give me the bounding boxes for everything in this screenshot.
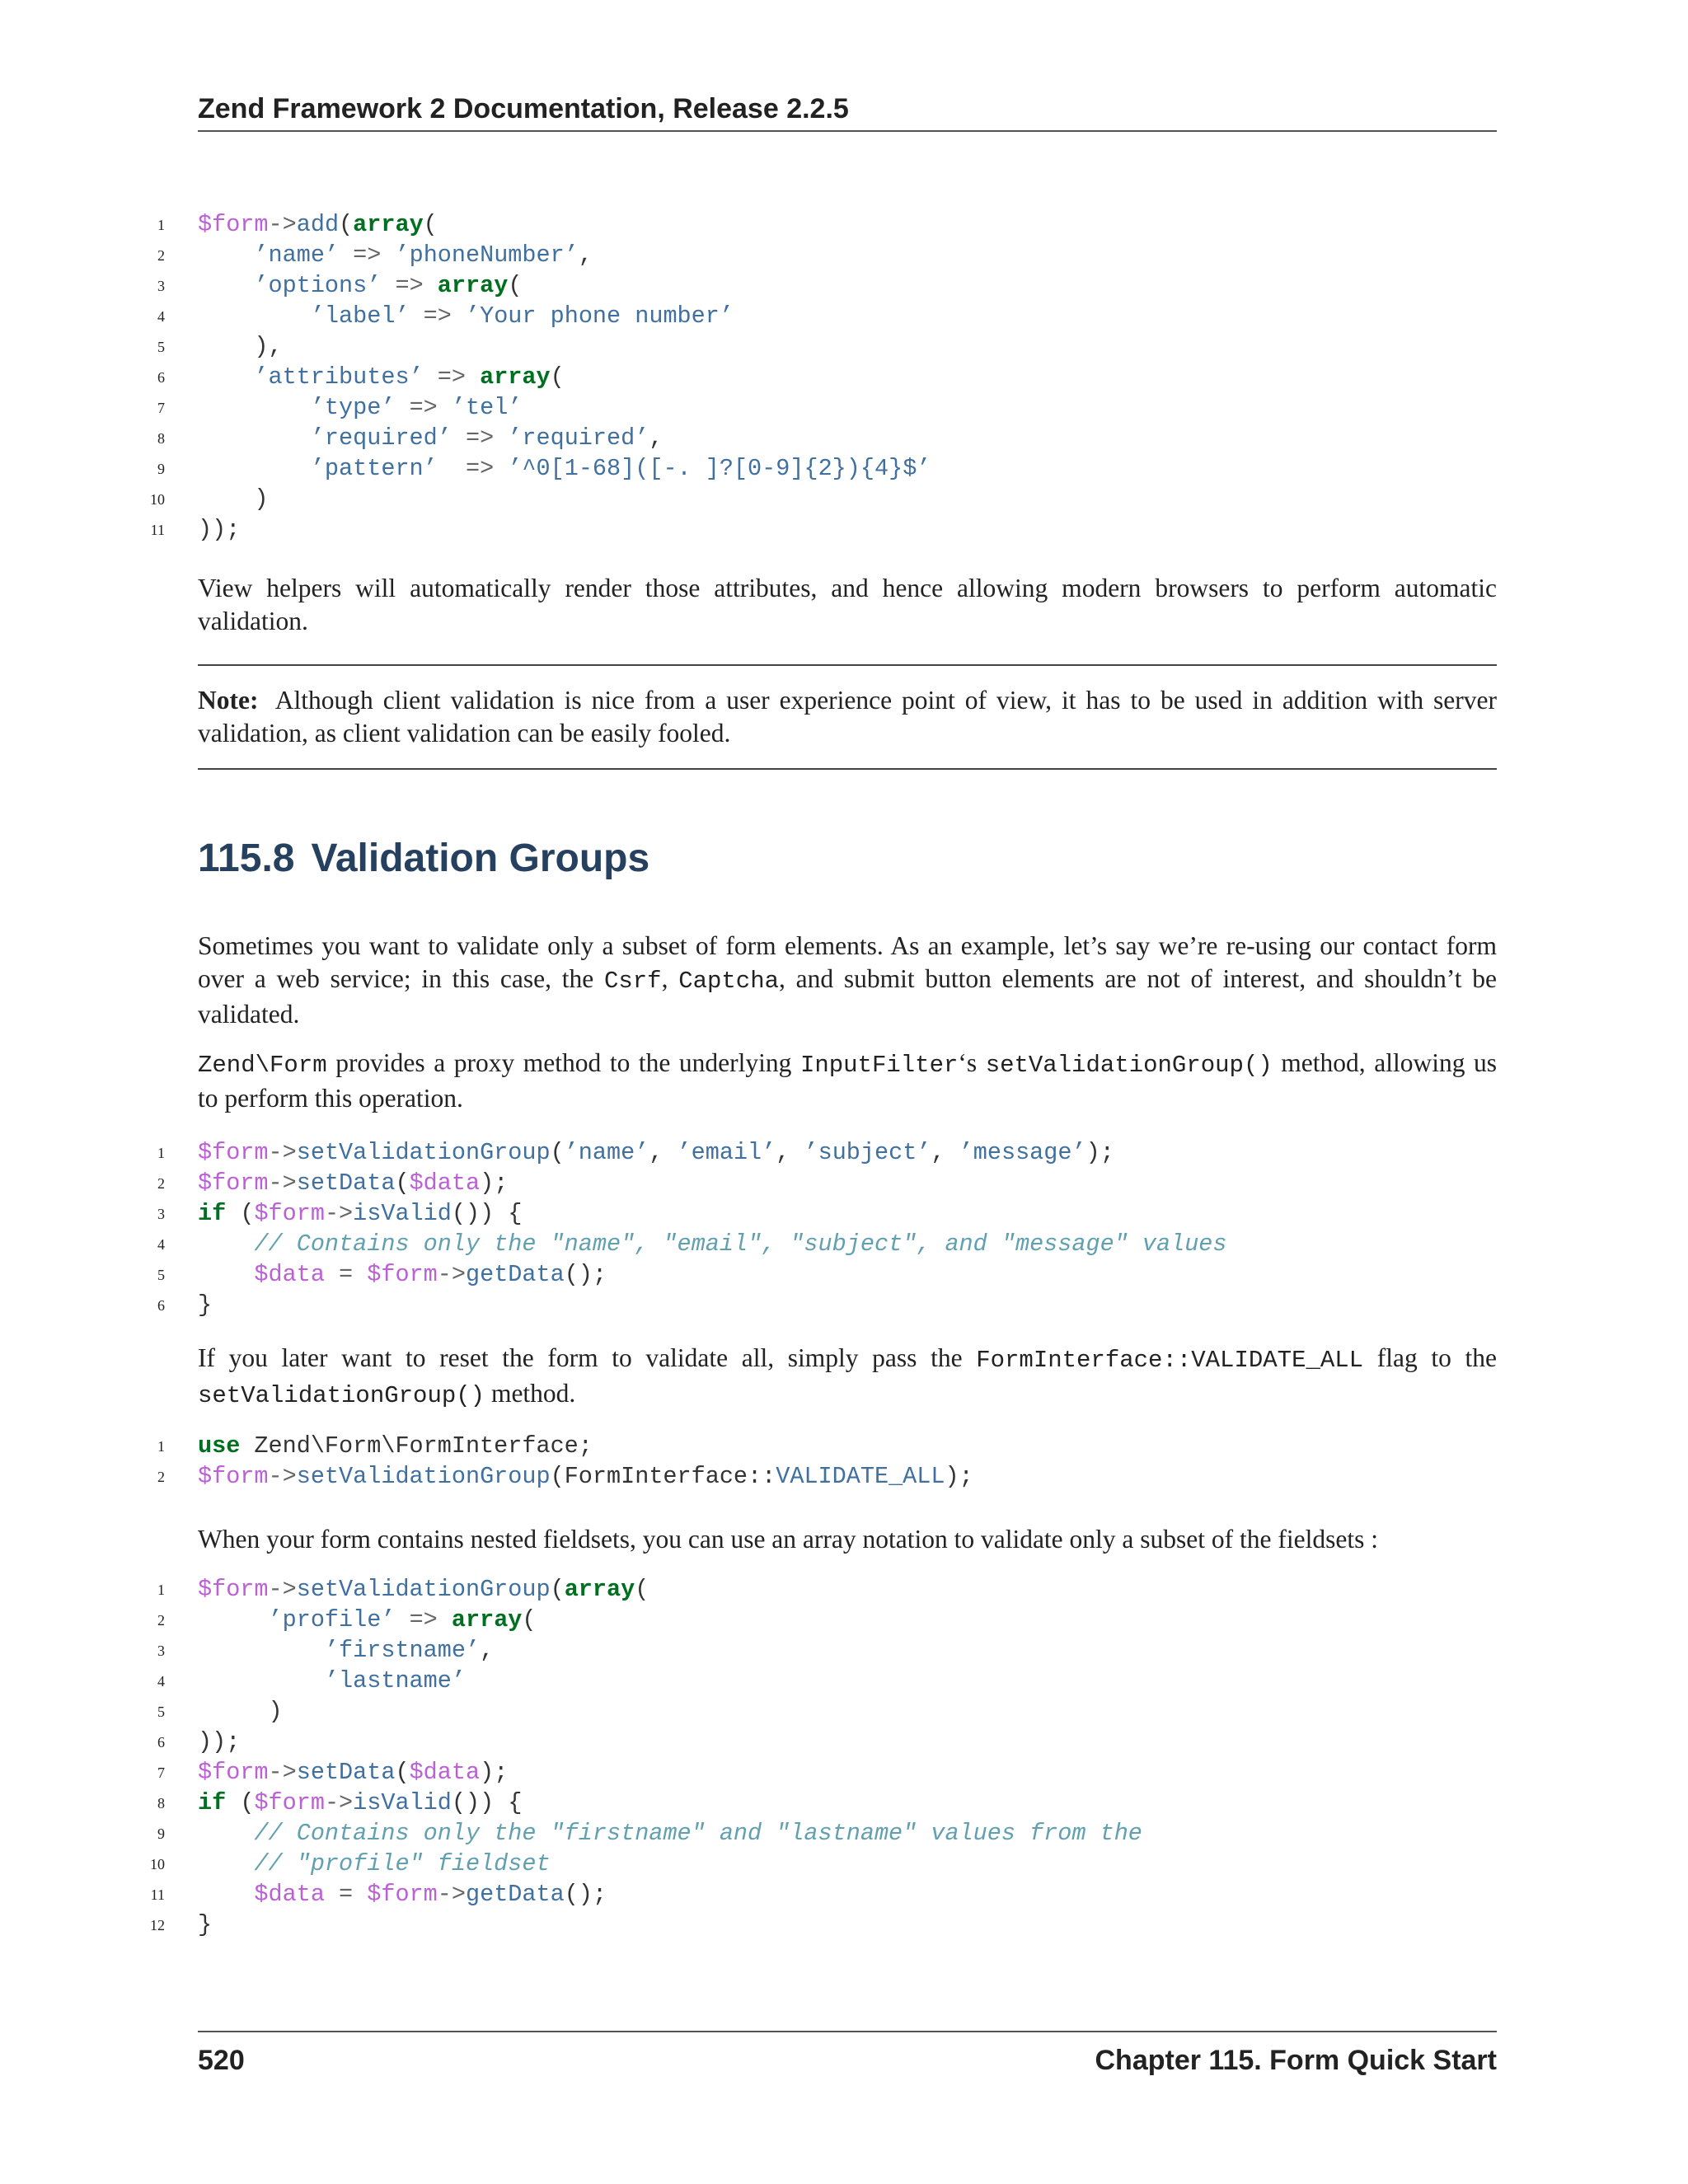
note-text: Although client validation is nice from a user experience point of view, it has to be used in addition with server validation, as client validation can be easily fooled. <box>198 686 1497 748</box>
paragraph-view-helpers: View helpers will automatically render those attributes, and hence allowing modern browsers to perform automatic validation. <box>198 574 1497 635</box>
code-line: 1 $form->setValidationGroup(’name’, ’email’, ’subject’, ’message’); <box>157 1139 1114 1166</box>
paragraph-subset: Sometimes you want to validate only a subset of form elements. As an example, let’s say we’re re-using our contact form over a web service; in this case, the Csrf, Captcha, and submit button elements are not of interest, and shouldn’t be validated. <box>198 931 1497 1029</box>
note-label: Note: <box>198 686 259 715</box>
code-line: 5 ), <box>157 333 283 360</box>
code-line: 12 } <box>150 1911 213 1938</box>
code-line: 8 ’required’ => ’required’, <box>157 424 663 452</box>
code-line: 6 } <box>157 1291 213 1319</box>
code-line: 10 ) <box>150 485 269 513</box>
code-block-validate-all <box>157 1431 1497 1492</box>
code-line: 1 use Zend\Form\FormInterface; <box>157 1432 593 1460</box>
section-title-text: Validation Groups <box>311 837 650 880</box>
section-number: 115.8 <box>198 837 295 880</box>
code-line: 9 ’pattern’ => ’^0[1-68]([-. ]?[0-9]{2}){4}$’ <box>157 455 931 482</box>
code-block-validation-group <box>157 1137 1497 1320</box>
code-line: 9 // Contains only the "firstname" and "lastname" values from the <box>157 1820 1142 1847</box>
code-line: 8 if ($form->isValid()) { <box>157 1789 523 1816</box>
code-line: 4 ’lastname’ <box>157 1667 466 1694</box>
code-line: 4 // Contains only the "name", "email", "subject", and "message" values <box>157 1230 1227 1258</box>
code-line: 2 ’profile’ => array( <box>157 1606 537 1633</box>
code-line: 5 $data = $form->getData(); <box>157 1261 607 1288</box>
running-footer <box>198 2031 1497 2077</box>
code-line: 5 ) <box>157 1698 283 1725</box>
code-block-phone-number <box>150 209 1497 545</box>
code-line: 3 ’options’ => array( <box>157 272 523 299</box>
paragraph-proxy-method: Zend\Form provides a proxy method to the underlying InputFilter‘s setValidationGroup() method, allowing us to perform this operation. <box>198 1048 1498 1113</box>
paragraph-nested: When your form contains nested fieldsets, you can use an array notation to validate only a subset of the fieldsets : <box>198 1525 1378 1554</box>
chapter-title: Chapter 115. Form Quick Start <box>1095 2045 1497 2076</box>
section-title <box>198 834 1497 883</box>
code-line: 11 $data = $form->getData(); <box>150 1881 607 1908</box>
code-line: 6 )); <box>157 1728 241 1755</box>
code-line: 7 ’type’ => ’tel’ <box>157 394 523 421</box>
code-line: 4 ’label’ => ’Your phone number’ <box>157 302 734 330</box>
note-box <box>198 664 1497 770</box>
code-line: 2 ’name’ => ’phoneNumber’, <box>157 241 593 269</box>
code-line: 3 ’firstname’, <box>157 1637 495 1664</box>
code-block-nested-fieldsets <box>150 1574 1497 1940</box>
code-line: 2 $form->setData($data); <box>157 1169 509 1197</box>
code-line: 10 // "profile" fieldset <box>150 1850 551 1877</box>
code-line: 3 if ($form->isValid()) { <box>157 1200 523 1227</box>
code-line: 11 )); <box>150 516 241 543</box>
code-line: 1 $form->add(array( <box>157 211 438 238</box>
running-header: Zend Framework 2 Documentation, Release 2.2.5 <box>198 92 1497 132</box>
code-line: 1 $form->setValidationGroup(array( <box>157 1576 649 1603</box>
page-number: 520 <box>198 2045 245 2076</box>
code-line: 7 $form->setData($data); <box>157 1759 509 1786</box>
code-line: 6 ’attributes’ => array( <box>157 363 565 391</box>
code-line: 2 $form->setValidationGroup(FormInterface::VALIDATE_ALL); <box>157 1463 973 1490</box>
paragraph-reset: If you later want to reset the form to validate all, simply pass the FormInterface::VALIDATE_ALL flag to the setValidationGroup() method. <box>198 1343 1497 1409</box>
